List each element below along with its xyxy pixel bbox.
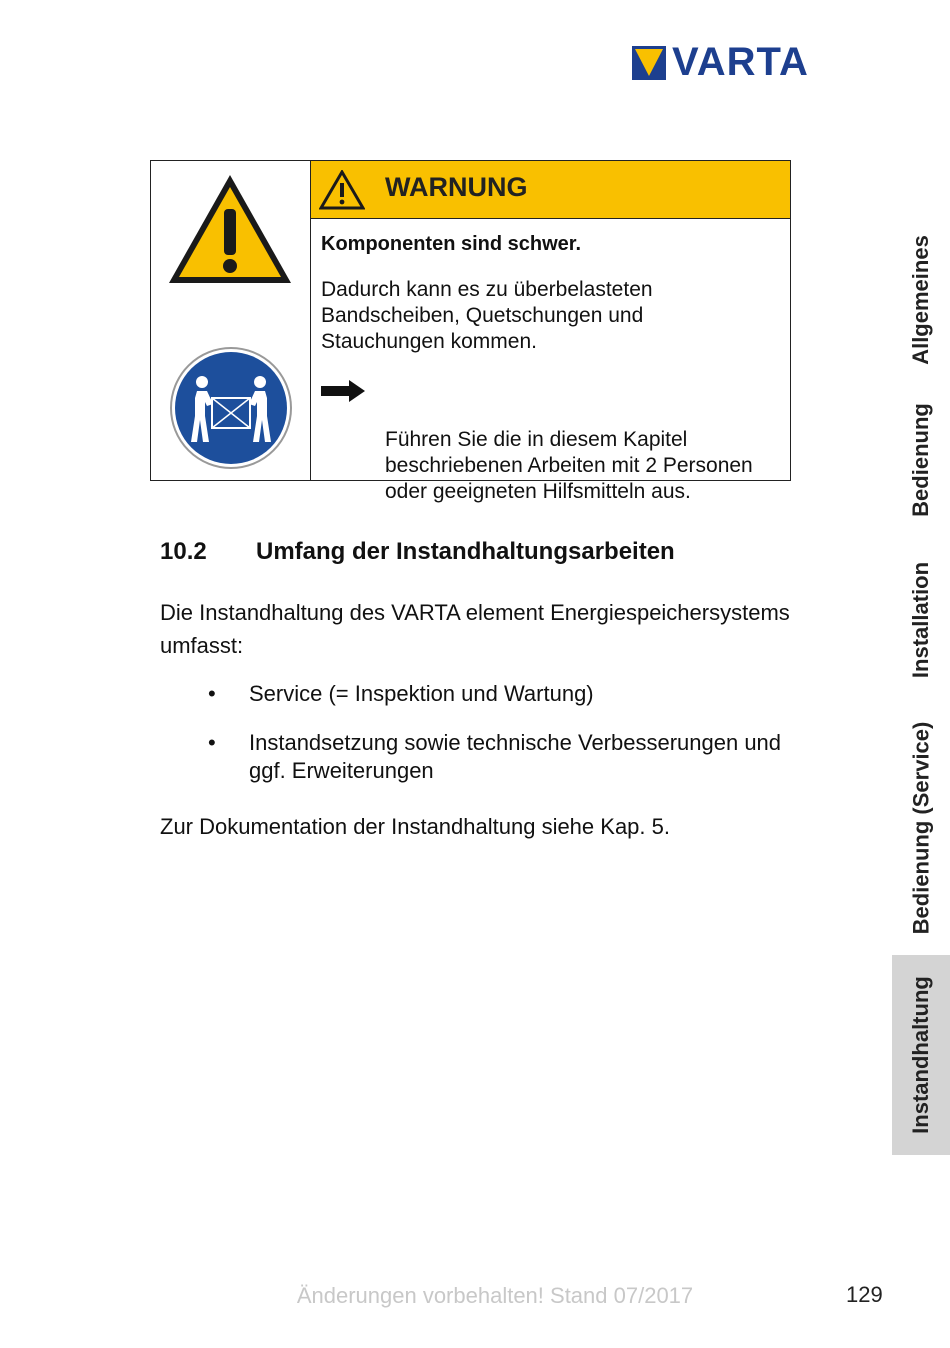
section-intro: Die Instandhaltung des VARTA element Energiespeichersystems umfasst:	[160, 600, 790, 658]
list-item-text: Instandsetzung sowie technische Verbesserungen und ggf. Erweiterungen	[249, 730, 782, 783]
side-tab-label: Allgemeines	[908, 235, 934, 365]
warning-action-text: Führen Sie die in diesem Kapitel beschriebenen Arbeiten mit 2 Personen oder geeigneten Hilfsmitteln aus.	[385, 428, 753, 503]
side-tab-installation[interactable]	[892, 550, 950, 690]
side-tab-allgemeines[interactable]	[892, 220, 950, 380]
warning-action	[321, 375, 791, 505]
warning-heading: Komponenten sind schwer.	[321, 233, 582, 255]
side-tab-bedienung-service[interactable]	[892, 710, 950, 945]
warning-triangle-icon	[165, 169, 295, 289]
side-tab-label: Bedienung	[908, 403, 934, 517]
warning-title: WARNUNG	[385, 172, 528, 202]
warning-small-icon	[319, 170, 365, 210]
list-item	[160, 729, 840, 785]
bullet-icon: •	[208, 681, 216, 706]
two-person-lift-icon	[169, 346, 293, 470]
list-item-text: Service (= Inspektion und Wartung)	[249, 681, 594, 706]
section-number: 10.2	[160, 538, 207, 565]
side-tab-label: Installation	[908, 561, 933, 679]
logo-text: VARTA	[672, 40, 809, 84]
bullet-list	[160, 680, 840, 806]
side-tab-label: Bedienung (Service)	[908, 721, 933, 934]
bullet-icon: •	[208, 730, 216, 755]
section-outro: Zur Dokumentation der Instandhaltung siehe Kap. 5.	[160, 814, 670, 839]
warning-header	[311, 161, 790, 219]
side-tab-bedienung[interactable]	[892, 390, 950, 530]
arrow-right-icon	[321, 380, 365, 402]
list-item	[160, 680, 840, 708]
varta-logo	[632, 40, 842, 84]
footer-note: Änderungen vorbehalten! Stand 07/2017	[296, 1283, 694, 1308]
side-tab-label: Instandhaltung	[908, 976, 933, 1134]
varta-v-icon	[632, 46, 666, 80]
section-heading	[160, 538, 675, 566]
warning-symbols	[151, 161, 311, 480]
section-title: Umfang der Instandhaltungsarbeiten	[256, 538, 675, 565]
side-tab-instandhaltung[interactable]	[892, 955, 950, 1155]
warning-body	[321, 231, 791, 505]
warning-box	[150, 160, 791, 503]
warning-text: Dadurch kann es zu überbelasteten Bandscheiben, Quetschungen und Stauchungen kommen.	[321, 278, 653, 353]
page-number: 129	[846, 1282, 883, 1307]
